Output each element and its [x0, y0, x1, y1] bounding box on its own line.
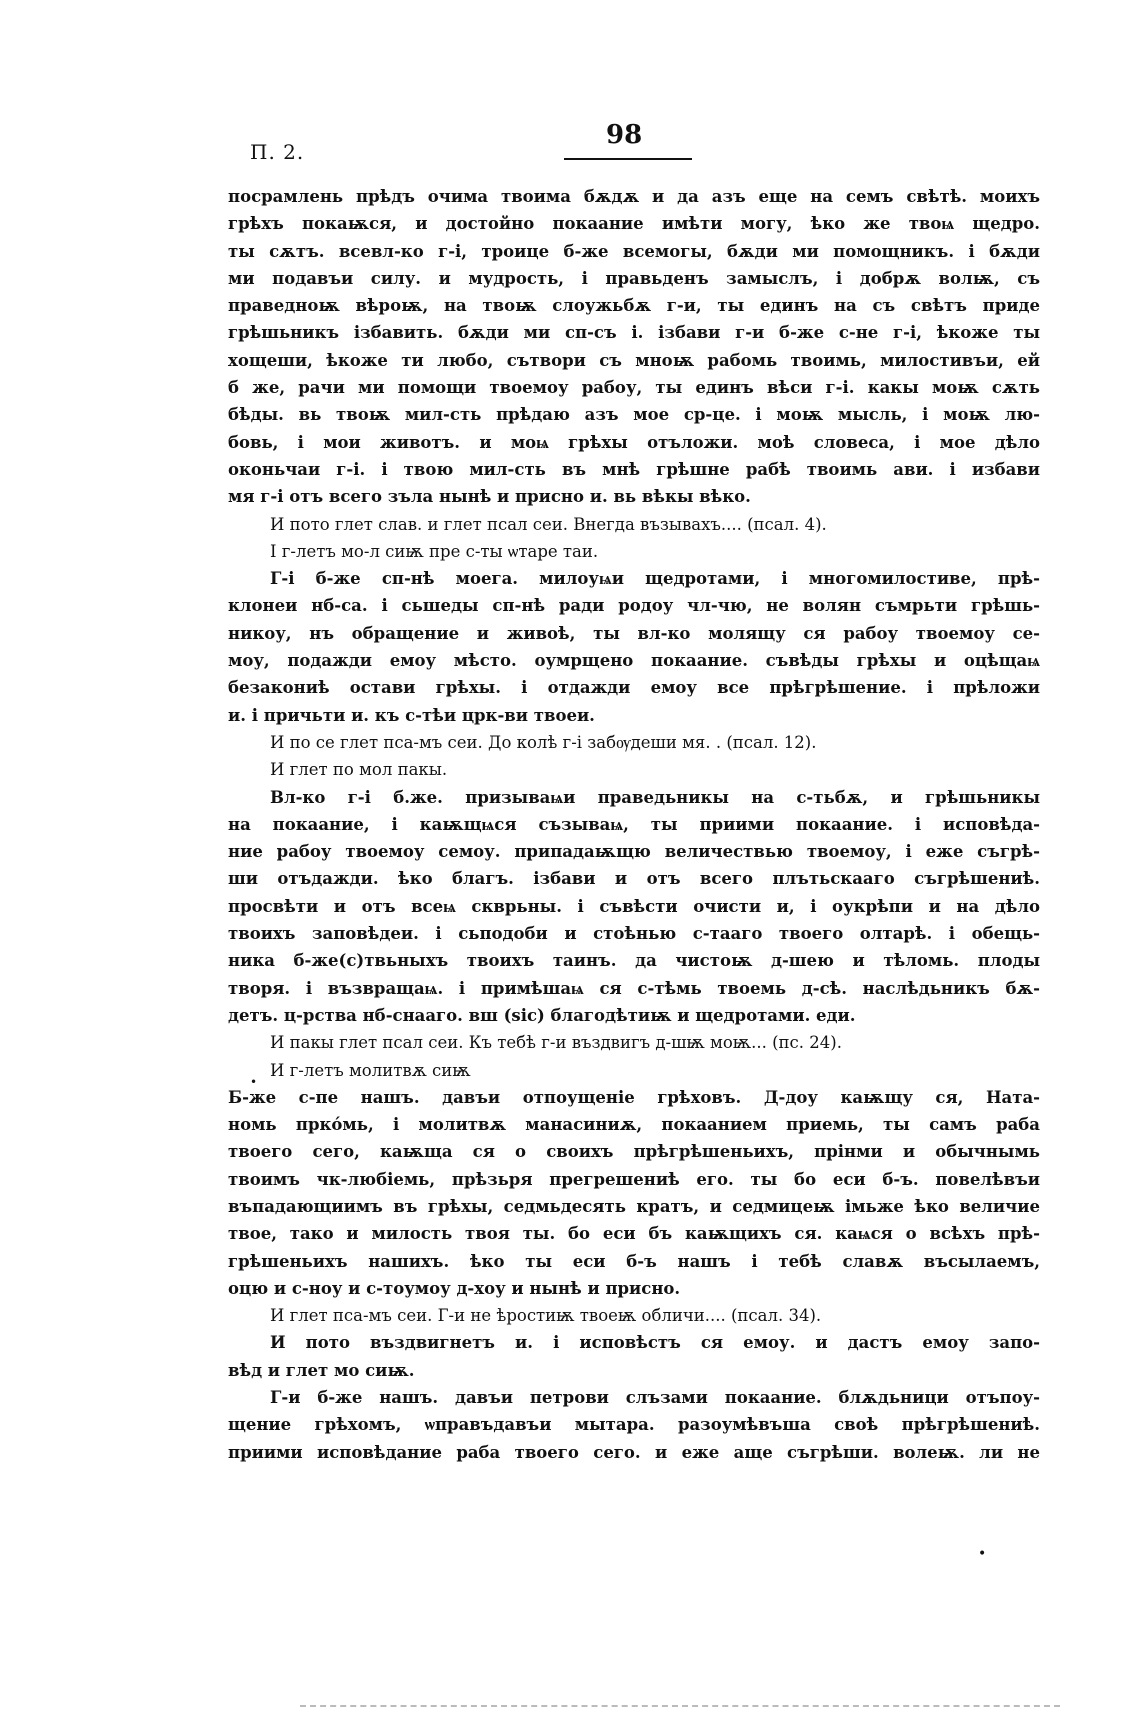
page-number: 98 — [606, 120, 643, 150]
text-line: І г-летъ мо-л сиѭ пре с-ты ѡтаре таи. — [270, 541, 599, 561]
text-line: ние рабоу твоемоу семоу. припадаѭщю величествью твоемоу, і еже съгрѣ- — [228, 842, 1040, 862]
text-line: клонеи нб-са. і сьшеды сп-нѣ ради родоу чл-чю, не волян съмрьти грѣшь- — [228, 596, 1040, 616]
text-line: б же, рачи ми помощи твоемоу рабоу, ты единъ вѣси г-і. какы моѭ сѫть — [228, 378, 1040, 398]
stray-dot: • — [978, 1546, 987, 1562]
text-line: просвѣти и отъ всеѩ скврьны. і съвѣсти очисти и, і оукрѣпи и на дѣло — [228, 896, 1040, 916]
header-rule — [564, 158, 692, 160]
text-line: въпадающиимъ въ грѣхы, седмьдесять кратъ, и седмицеѭ імьже ѣко величие — [228, 1196, 1040, 1216]
text-line: И пото въздвигнетъ и. і исповѣстъ ся емоу. и дастъ емоу запо- — [270, 1333, 1040, 1353]
text-line: ника б-же(с)твьныхъ твоихъ таинъ. да чистоѭ д-шею и тѣломь. плоды — [228, 951, 1040, 971]
text-line: И г-летъ молитвѫ сиѭ — [270, 1060, 471, 1080]
text-line: грѣшеньихъ нашихъ. ѣко ты еси б-ъ нашъ і тебѣ славѫ въсылаемъ, — [228, 1251, 1040, 1271]
text-line: ши отъдажди. ѣко благъ. ізбави и отъ всего плътьскааго съгрѣшениѣ. — [228, 869, 1040, 889]
text-line: номь прко́мь, і молитвѫ манасиниѫ, покаанием приемь, ты самъ раба — [228, 1115, 1040, 1135]
text-line: безакониѣ остави грѣхы. і отдажди емоу все прѣгрѣшение. і прѣложи — [228, 678, 1040, 698]
text-line: приими исповѣдание раба твоего сего. и еже аще съгрѣши. волеѭ. ли не — [228, 1442, 1040, 1462]
text-line: грѣхъ покаѭся, и достойно покаание имѣти могу, ѣко же твоѩ щедро. — [228, 214, 1040, 234]
text-line: творя. і възвращаѩ. і примѣшаѩ ся с-тѣмь твоемь д-сѣ. наслѣдьникъ бѫ- — [228, 978, 1040, 998]
text-line: И пакы глет псал сеи. Къ тебѣ г-и въздвигъ д-шѭ моѭ... (пс. 24). — [270, 1033, 842, 1053]
text-line: оконьчаи г-і. і твою мил-сть въ мнѣ грѣшне рабѣ твоимь ави. і избави — [228, 459, 1040, 479]
text-line: Г-и б-же нашъ. давъи петрови слъзами покаание. блѫдьници отъпоу- — [270, 1388, 1040, 1408]
text-line: твое, тако и милость твоя ты. бо еси бъ каѭщихъ ся. каѩся о всѣхъ прѣ- — [228, 1224, 1040, 1244]
text-line: бѣды. вь твоѭ мил-сть прѣдаю азъ мое ср-це. і моѭ мысль, і моѭ лю- — [228, 405, 1040, 425]
text-line: никоу, нъ обращение и живоѣ, ты вл-ко молящу ся рабоу твоемоу се- — [228, 623, 1040, 643]
text-line: мя г-і отъ всего зъла нынѣ и присно и. вь вѣкы вѣко. — [228, 487, 751, 507]
footer-marks — [300, 1705, 1060, 1709]
text-line: И пото глет слав. и глет псал сеи. Внегда възывахъ.... (псал. 4). — [270, 514, 827, 534]
text-line: Г-і б-же сп-нѣ моега. милоуѩи щедротами, і многомилостиве, прѣ- — [270, 569, 1040, 589]
text-line: детъ. ц-рства нб-снааго. вш (sic) благодѣтиѭ и щедротами. еди. — [228, 1005, 856, 1025]
text-line: твоимъ чк-любіемь, прѣзьря прегрешениѣ его. ты бо еси б-ъ. повелѣвъи — [228, 1169, 1040, 1189]
text-line: посрамлень прѣдъ очима твоима бѫдѫ и да азъ еще на семъ свѣтѣ. моихъ — [228, 187, 1040, 206]
text-line: ты сѫтъ. всевл-ко г-і, троице б-же всемогы, бѫди ми помощникъ. і бѫди — [228, 241, 1040, 261]
text-line: грѣшьникъ ізбавить. бѫди ми сп-съ і. ізбави г-и б-же с-не г-і, ѣкоже ты — [228, 323, 1040, 343]
text-line: твоихъ заповѣдеи. і сьподоби и стоѣнью с-тааго твоего олтарѣ. і обещь- — [228, 924, 1040, 944]
text-line: И глет по мол пакы. — [270, 760, 448, 780]
text-line: Вл-ко г-і б.же. призываѩи праведьникы на с-тьбѫ, и грѣшьникы — [270, 787, 1040, 807]
text-line: на покаание, і каѭщѩся съзываѩ, ты приими покаание. і исповѣда- — [228, 814, 1040, 834]
text-line: моу, подажди емоу мѣсто. оумрщено покаание. съвѣды грѣхы и оцѣщаѩ — [228, 651, 1040, 671]
text-line: твоего сего, каѭща ся о своихъ прѣгрѣшеньихъ, прінми и обычнымь — [228, 1142, 1040, 1162]
text-line: ми подавъи силу. и мудрость, і правьденъ замыслъ, і добрѫ волѭ, съ — [228, 268, 1040, 288]
body-text — [228, 183, 1040, 1466]
section-label: П. 2. — [250, 140, 305, 164]
text-line: И по се глет пса-мъ сеи. До колѣ г-і забѹдеши мя. . (псал. 12). — [270, 732, 817, 752]
text-line: щение грѣхомъ, ѡправъдавъи мытара. разоумѣвъша своѣ прѣгрѣшениѣ. — [228, 1415, 1040, 1435]
text-line: И глет пса-мъ сеи. Г-и не ѣростиѭ твоеѭ обличи.... (псал. 34). — [270, 1306, 822, 1326]
text-line: хощеши, ѣкоже ти любо, сътвори съ мноѭ рабомь твоимь, милостивъи, ей — [228, 350, 1040, 370]
text-line: и. і причьти и. къ с-тѣи црк-ви твоеи. — [228, 705, 595, 725]
text-line: оцю и с-ноу и с-тоумоу д-хоу и нынѣ и присно. — [228, 1278, 681, 1298]
text-line: бовь, і мои животъ. и моѩ грѣхы отъложи. моѣ словеса, і мое дѣло — [228, 432, 1040, 452]
text-line: вѣд и глет мо сиѭ. — [228, 1360, 415, 1380]
bullet-mark: • — [250, 1075, 258, 1089]
text-line: праведноѭ вѣроѭ, на твоѭ слоужьбѫ г-и, ты единъ на съ свѣтъ приде — [228, 296, 1040, 316]
text-line: Б-же с-пе нашъ. давъи отпоущеніе грѣховъ. Д-доу каѭщу ся, Ната- — [228, 1087, 1040, 1107]
